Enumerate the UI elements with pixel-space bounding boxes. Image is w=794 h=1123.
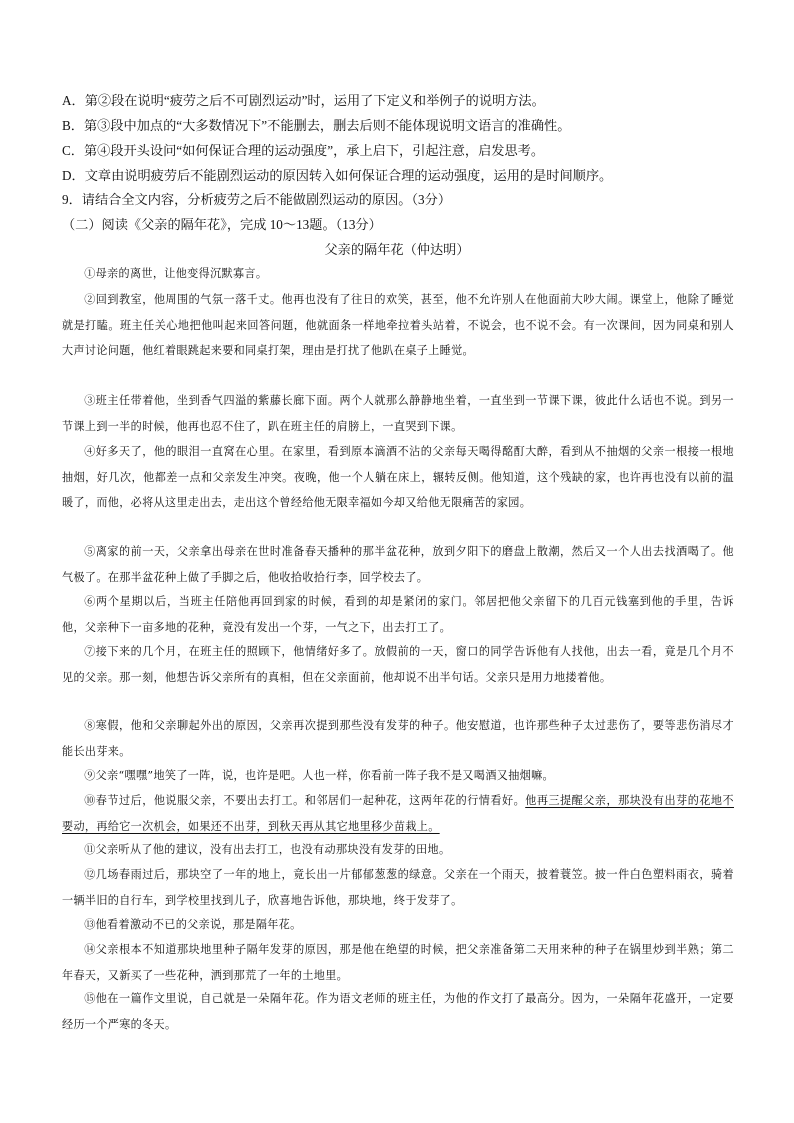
paragraph-2: ②回到教室，他周围的气氛一落千丈。他再也没有了往日的欢笑，甚至，他不允许别人在他面前大吵大闹。课堂上，他除了睡觉就是打瞌。班主任关心地把他叫起来回答问题，他就面条一样地牵拉着头站着，不说会，也不说不会。有一次课间，因为同桌和别人大声讨论问题，他红着眼跳起来要和同桌打架，理由是打扰了他趴在桌子上睡觉。 [62, 293, 734, 358]
paragraph-1: ①母亲的离世，让他变得沉默寡言。 [84, 267, 268, 280]
option-c: C．第④段开头设问“如何保证合理的运动强度”，承上启下，引起注意，启发思考。 [62, 143, 545, 158]
question-9: 9．请结合全文内容，分析疲劳之后不能做剧烈运动的原因。（3分） [62, 192, 452, 207]
paragraph-15: ⑮他在一篇作文里说，自己就是一朵隔年花。作为语文老师的班主任，为他的作文打了最高分。因为，一朵隔年花盛开，一定要经历一个严寒的冬天。 [62, 992, 734, 1031]
paragraph-3: ③班主任带着他，坐到香气四溢的紫藤长廊下面。两个人就那么静静地坐着，一直坐到一节课下课，彼此什么话也不说。到另一节课上到一半的时候，他再也忍不住了，趴在班主任的肩膀上，一直哭到下课。 [62, 394, 734, 433]
option-d: D．文章由说明疲劳后不能剧烈运动的原因转入如何保证合理的运动强度，运用的是时间顺序。 [62, 168, 613, 183]
paragraph-10 [62, 788, 734, 839]
paragraph-10-text: ⑩春节过后，他说服父亲，不要出去打工。和邻居们一起种花，这两年花的行情看好。 [84, 794, 526, 807]
paragraph-8: ⑧寒假，他和父亲聊起外出的原因，父亲再次提到那些没有发芽的种子。他安慰道，也许那些种子太过悲伤了，要等悲伤消尽才能长出芽来。 [62, 719, 734, 758]
paragraph-13: ⑬他看着激动不已的父亲说，那是隔年花。 [84, 918, 302, 931]
paragraph-5: ⑤离家的前一天，父亲拿出母亲在世时准备春天播种的那半盆花种，放到夕阳下的磨盘上散潮，然后又一个人出去找酒喝了。他气极了。在那半盆花种上做了手脚之后，他收拾收拾行李，回学校去了。 [62, 545, 734, 584]
paragraph-9: ⑨父亲“嘿嘿”地笑了一阵，说，也许是吧。人也一样，你看前一阵子我不是又喝酒又抽烟嘛。 [84, 769, 554, 782]
option-a: A．第②段在说明“疲劳之后不可剧烈运动”时，运用了下定义和举例子的说明方法。 [62, 93, 545, 108]
paragraph-4: ④好多天了，他的眼泪一直窝在心里。在家里，看到原本滴酒不沾的父亲每天喝得酩酊大醉，看到从不抽烟的父亲一根接一根地抽烟，好几次，他都差一点和父亲发生冲突。夜晚，他一个人躺在床上，辗转反侧。他知道，这个残缺的家，也许再也没有以前的温暖了，而他，必将从这里走出去，走出这个曾经给他无限幸福如今却又给他无限痛苦的家园。 [62, 445, 734, 510]
paragraph-11: ⑪父亲听从了他的建议，没有出去打工，也没有动那块没有发芽的田地。 [84, 843, 451, 856]
paragraph-6: ⑥两个星期以后，当班主任陪他再回到家的时候，看到的却是紧闭的家门。邻居把他父亲留下的几百元钱塞到他的手里，告诉他，父亲种下一亩多地的花种，竟没有发出一个芽，一气之下，出去打工了。 [62, 595, 734, 634]
paragraph-10-underlined: 他再三提醒父亲，那块没有出芽的花地不要动，再给它一次机会，如果还不出芽，到秋天再从其它地里移少苗栽上。 [62, 794, 734, 833]
paragraph-7: ⑦接下来的几个月，在班主任的照顾下，他情绪好多了。放假前的一天，窗口的同学告诉他有人找他，出去一看，竟是几个月不见的父亲。那一刻，他想告诉父亲所有的真相，但在父亲面前，他却说不出半句话。父亲只是用力地搂着他。 [62, 645, 734, 684]
section-two-heading: （二）阅读《父亲的隔年花》，完成 10～13题。（13分） [62, 217, 382, 232]
paragraph-14: ⑭父亲根本不知道那块地里种子隔年发芽的原因，那是他在绝望的时候，把父亲准备第二天用来种的种子在锅里炒到半熟；第二年春天，又新买了一些花种，洒到那荒了一年的土地里。 [62, 943, 734, 982]
article-title: 父亲的隔年花（仲达明） [324, 242, 470, 257]
paragraph-12: ⑫几场春雨过后，那块空了一年的地上，竟长出一片郁郁葱葱的绿意。父亲在一个雨天，披着蓑笠。披一件白色塑料雨衣，骑着一辆半旧的自行车，到学校里找到儿子，欣喜地告诉他，那块地，终于发芽了。 [62, 868, 734, 907]
option-b: B．第③段中加点的“大多数情况下”不能删去，删去后则不能体现说明文语言的准确性。 [62, 118, 571, 133]
